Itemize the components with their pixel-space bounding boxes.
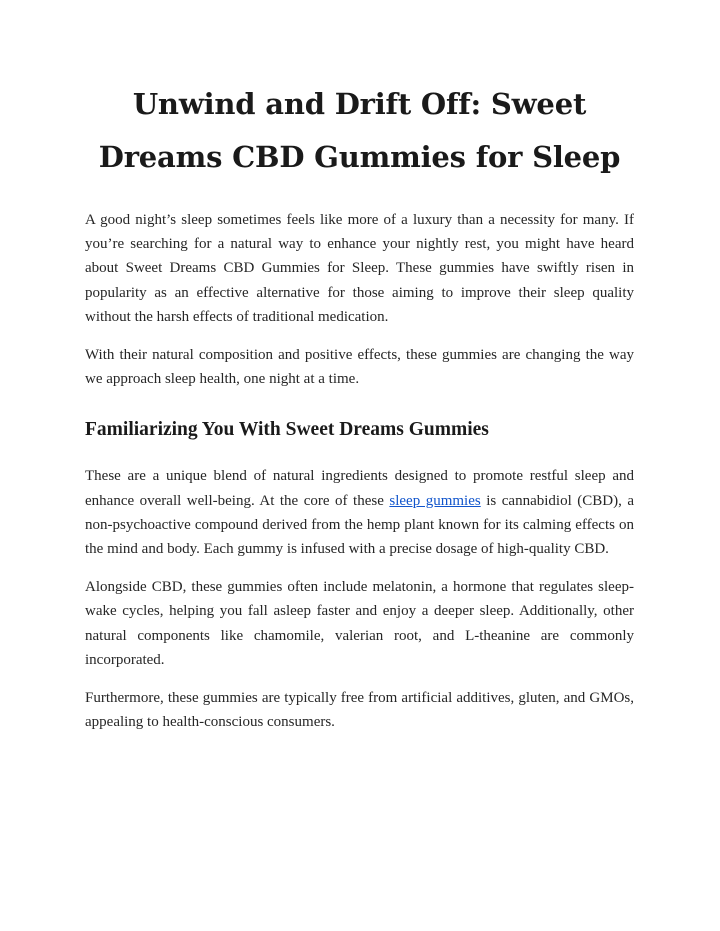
article-content [85, 78, 634, 748]
section-paragraph-1-before-link: These are a unique blend of natural ingredients designed to promote restful sleep and enhance overall well-being. At the core of these [85, 468, 634, 509]
section-paragraph-1 [85, 464, 634, 561]
section-paragraph-1-after-link: is cannabidiol (CBD), a non-psychoactive compound derived from the hemp plant known for its calming effects on the mind and body. Each gummy is infused with a precise dosage of high-quality CBD. [85, 492, 634, 558]
section-paragraph-2: Alongside CBD, these gummies often include melatonin, a hormone that regulates sleep-wake cycles, helping you fall asleep faster and enjoy a deeper sleep. Additionally, other natural components like chamomile, valerian root, and L-theanine are commonly incorporated. [85, 579, 634, 668]
section-paragraph-3: Furthermore, these gummies are typically free from artificial additives, gluten, and GMOs, appealing to health-conscious consumers. [85, 690, 634, 731]
intro-paragraph-2: With their natural composition and positive effects, these gummies are changing the way we approach sleep health, one night at a time. [85, 347, 634, 388]
sleep-gummies-link[interactable]: sleep gummies [389, 492, 481, 509]
section-heading: Familiarizing You With Sweet Dreams Gummies [85, 419, 489, 441]
intro-paragraph-1: A good night’s sleep sometimes feels like more of a luxury than a necessity for many. If you’re searching for a natural way to enhance your nightly rest, you might have heard about Sweet Dreams CBD Gummies for Sleep. These gummies have swiftly risen in popularity as an effective alternative for those aiming to improve their sleep quality without the harsh effects of traditional medication. [85, 212, 634, 325]
page-title: Unwind and Drift Off: Sweet Dreams CBD Gummies for Sleep [98, 87, 621, 174]
